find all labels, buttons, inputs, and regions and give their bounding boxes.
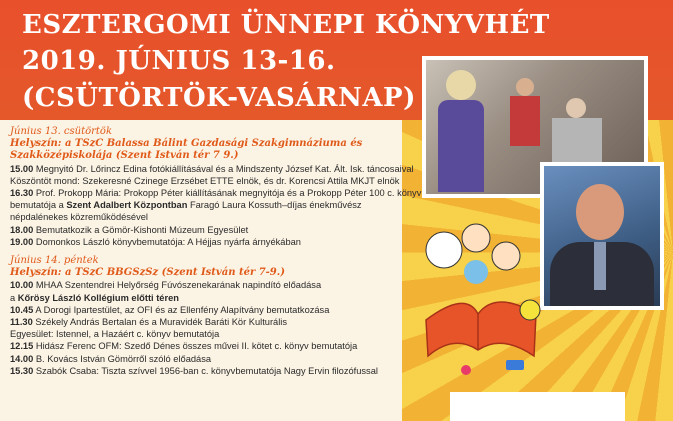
event-line: 10.00 MHAA Szentendrei Helyőrség Fúvószenekarának napindító előadása bbox=[10, 280, 322, 291]
program-text bbox=[10, 126, 422, 377]
event-line: a Kőrösy László Kollégium előtti téren bbox=[10, 292, 179, 303]
page-title-date: 2019. JÚNIUS 13-16. bbox=[22, 46, 336, 76]
event-line: 15.30 Szabók Csaba: Tiszta szívvel 1956-ban c. könyvbemutatója Nagy Ervin filozófussal bbox=[10, 365, 378, 376]
event-line: 12.15 Hidász Ferenc OFM: Szedő Dénes összes művei II. kötet c. könyv bemutatója bbox=[10, 341, 358, 352]
day1-venue-l1: Helyszín: a TSzC Balassa Bálint Gazdasági Szakgimnáziuma és bbox=[10, 138, 363, 150]
event-line: 10.45 A Dorogi Ipartestület, az OFI és az Ellenfény Alapítvány bemutatkozása bbox=[10, 304, 330, 315]
event-line: népdalénekes közreműködésével bbox=[10, 212, 148, 223]
event-line: 15.00 Megnyitó Dr. Lőrincz Edina fotókiállításával és a Mindszenty József Kat. Ált. Isk. táncosaival bbox=[10, 163, 414, 174]
page-title-line1: ESZTERGOMI ÜNNEPI KÖNYVHÉT bbox=[22, 10, 550, 40]
event-line: 18.00 Bemutatkozik a Gömör-Kishonti Múzeum Egyesület bbox=[10, 224, 249, 235]
speaker-portrait bbox=[540, 162, 664, 310]
event-line: Egyesület: Istennel, a Hazáért c. könyv bemutatója bbox=[10, 329, 220, 340]
event-line: 11.30 Székely András Bertalan és a Muravidék Baráti Kör Kulturális bbox=[10, 317, 287, 328]
children-reading-book-illustration bbox=[406, 210, 552, 384]
event-line: 19.00 Domonkos László könyvbemutatója: A Héjjas nyárfa árnyékában bbox=[10, 236, 301, 247]
day2-venue: Helyszín: a TSzC BBGSzSz (Szent István tér 7-9.) bbox=[10, 267, 285, 279]
day2-title: Június 14. péntek bbox=[10, 255, 99, 267]
event-line: 16.30 Prof. Prokopp Mária: Prokopp Péter kiállításának megnyitója és a Prokopp Péter 100 c. könyv bbox=[10, 188, 422, 199]
event-line: Köszöntöt mond: Szekeresné Czinege Erzsébet ETTE elnök, és dr. Korencsi Attila MKJT elnök bbox=[10, 175, 400, 186]
partial-white-panel bbox=[450, 392, 625, 421]
event-line: bemutatója a Szent Adalbert Központban Faragó Laura Kossuth–díjas énekművész bbox=[10, 200, 362, 211]
event-line: 14.00 B. Kovács István Gömörről szóló előadása bbox=[10, 353, 212, 364]
day1-title: Június 13. csütörtök bbox=[10, 126, 113, 137]
page-title-days: (CSÜTÖRTÖK-VASÁRNAP) bbox=[22, 83, 416, 113]
day1-venue-l2: Szakközépiskolája (Szent István tér 7 9.) bbox=[10, 150, 239, 162]
